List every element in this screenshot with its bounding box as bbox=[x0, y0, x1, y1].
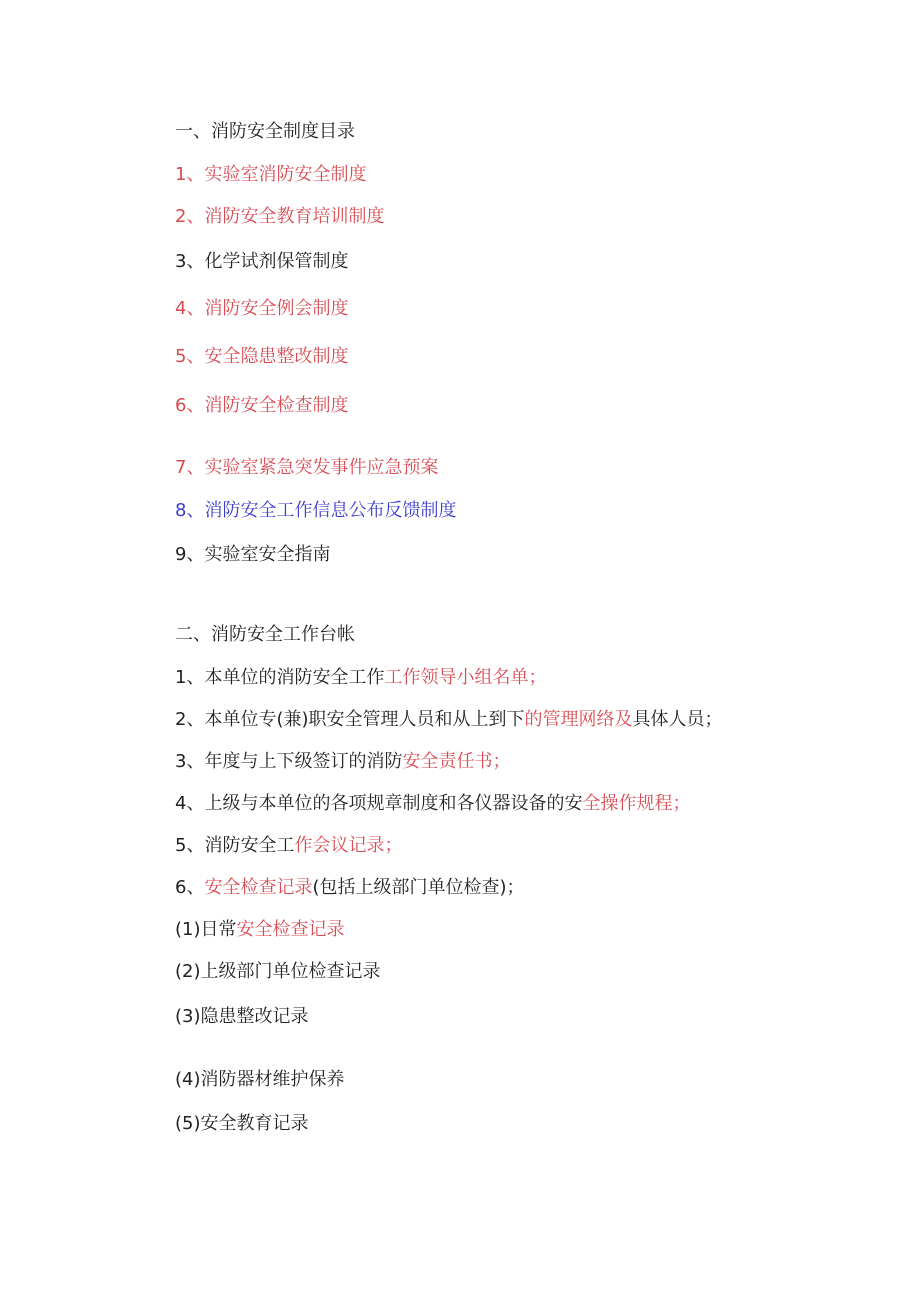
ledger-item-text: 1、本单位的消防安全工作 bbox=[175, 667, 385, 688]
list-item: 4、消防安全例会制度 bbox=[175, 298, 349, 319]
ledger-item-highlight: 工作领导小组名单； bbox=[384, 667, 547, 688]
ledger-item-4 bbox=[175, 792, 690, 816]
ledger-item-6 bbox=[175, 876, 525, 900]
ledger-item-highlight: 的管理网络及 bbox=[524, 709, 633, 730]
ledger-subitem-5: (5)安全教育记录 bbox=[175, 1113, 309, 1134]
ledger-subitem-text: (1)日常 bbox=[175, 919, 237, 940]
list-item: 3、化学试剂保管制度 bbox=[175, 251, 349, 272]
ledger-item-text: 具体人员； bbox=[632, 709, 723, 730]
list-item: 8、消防安全工作信息公布反馈制度 bbox=[175, 500, 457, 521]
ledger-item-1 bbox=[175, 666, 546, 690]
section-title-2: 二、消防安全工作台帐 bbox=[175, 624, 355, 645]
ledger-item-highlight: 安全检查记录 bbox=[204, 877, 313, 898]
list-item: 9、实验室安全指南 bbox=[175, 544, 331, 565]
ledger-item-text: 4、上级与本单位的各项规章制度和各仪器设备的安 bbox=[175, 793, 583, 814]
list-item: 6、消防安全检查制度 bbox=[175, 395, 349, 416]
list-item: 5、安全隐患整改制度 bbox=[175, 346, 349, 367]
ledger-item-text: 6、 bbox=[175, 877, 205, 898]
ledger-item-text: 2、本单位专(兼)职安全管理人员和从上到下 bbox=[175, 709, 525, 730]
ledger-item-2 bbox=[175, 708, 723, 732]
ledger-item-highlight: 全操作规程； bbox=[582, 793, 691, 814]
ledger-item-text: (包括上级部门单位检查)； bbox=[312, 877, 525, 898]
ledger-subitem-3: (3)隐患整改记录 bbox=[175, 1006, 309, 1027]
ledger-item-3 bbox=[175, 750, 510, 774]
ledger-item-5 bbox=[175, 834, 402, 858]
ledger-subitem-1 bbox=[175, 918, 345, 942]
ledger-item-highlight: 安全责任书； bbox=[402, 751, 511, 772]
ledger-item-text: 5、消防安全工 bbox=[175, 835, 295, 856]
ledger-subitem-2: (2)上级部门单位检查记录 bbox=[175, 961, 381, 982]
list-item: 2、消防安全教育培训制度 bbox=[175, 206, 385, 227]
ledger-subitem-highlight: 安全检查记录 bbox=[236, 919, 345, 940]
section-title-1: 一、消防安全制度目录 bbox=[175, 121, 355, 142]
list-item: 1、实验室消防安全制度 bbox=[175, 164, 367, 185]
ledger-item-highlight: 作会议记录； bbox=[294, 835, 403, 856]
list-item: 7、实验室紧急突发事件应急预案 bbox=[175, 457, 439, 478]
ledger-subitem-4: (4)消防器材维护保养 bbox=[175, 1069, 345, 1090]
ledger-item-text: 3、年度与上下级签订的消防 bbox=[175, 751, 403, 772]
